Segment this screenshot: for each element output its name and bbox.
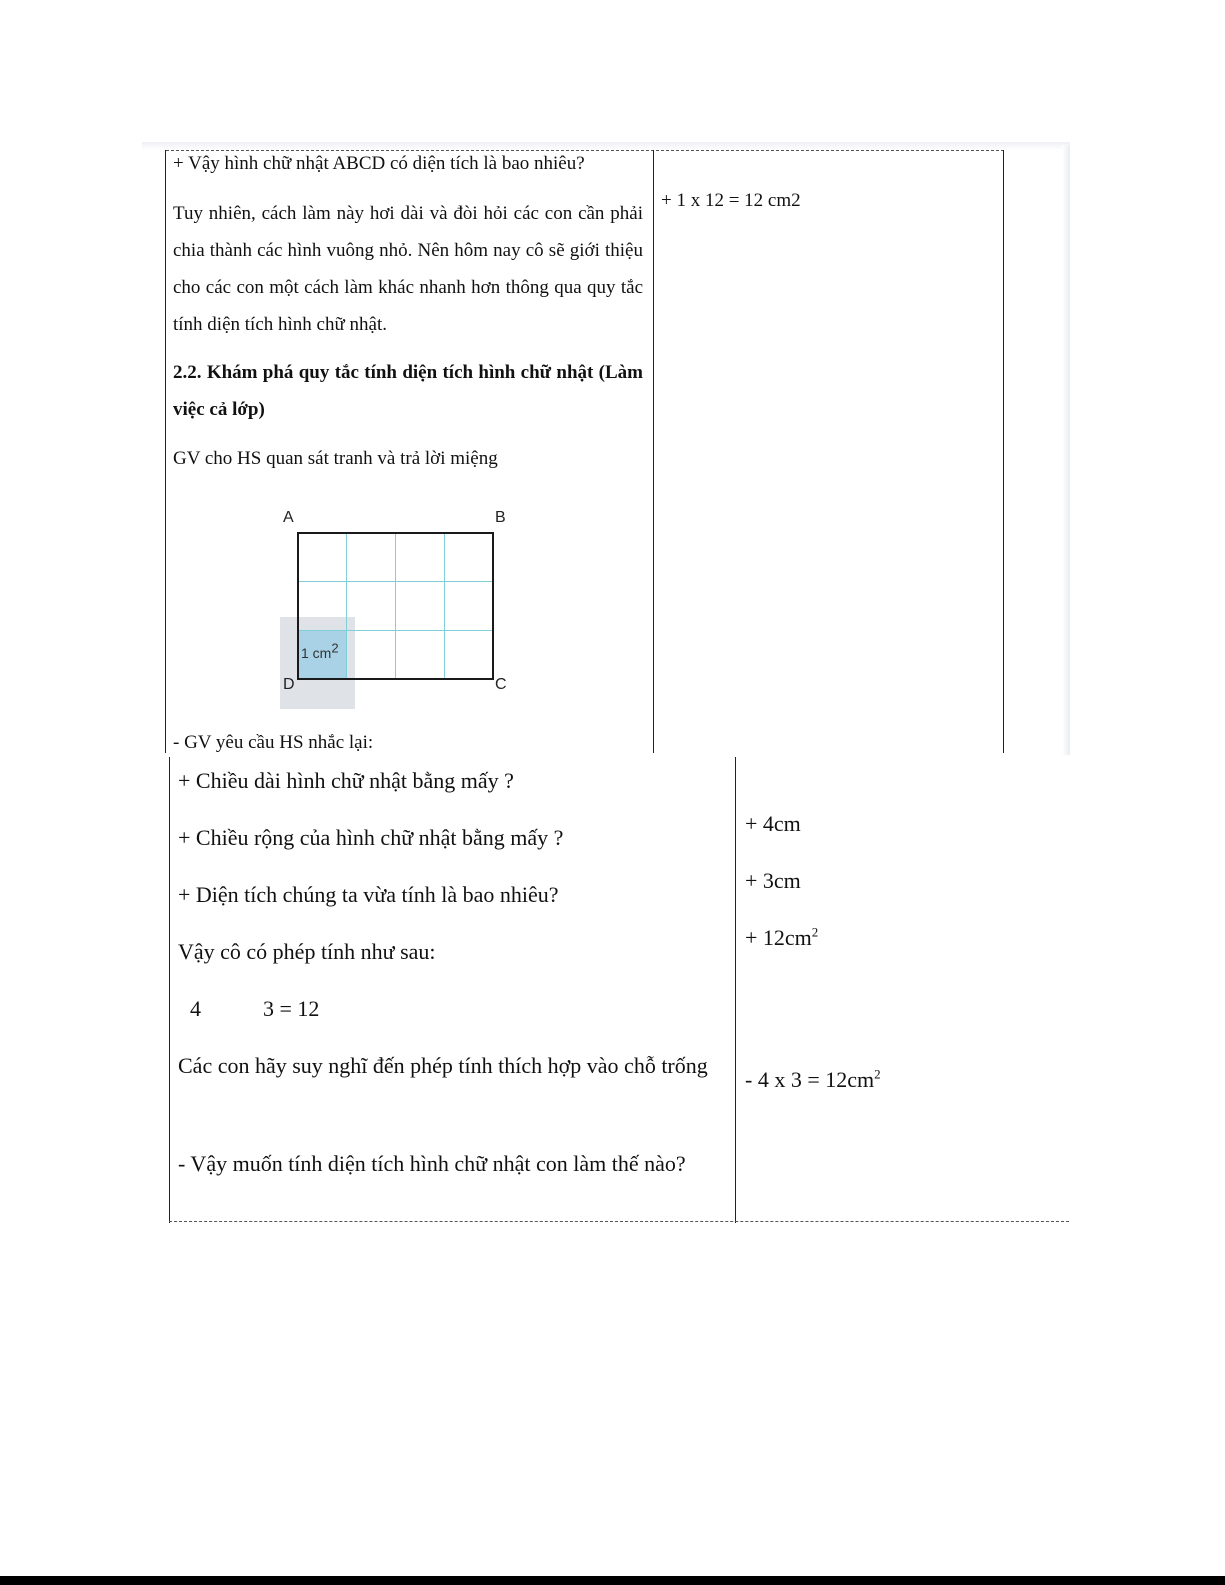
vertex-b-label: B [495, 509, 506, 526]
rectangle-abcd-figure [275, 505, 515, 710]
area-answer-cm2: + $12cm^2$ [745, 924, 819, 950]
calc-factor-length: 4 [190, 996, 201, 1021]
area-answer: + 1 x 12 = 12 cm2 [661, 190, 801, 211]
calculation-answer: - 4 x $3 = 12cm^2$ [745, 1066, 881, 1092]
calc-factor-width: 3 = 12 [263, 996, 320, 1021]
area-computed-question: + Diện tích chúng ta vừa tính là bao nhiêu? [178, 882, 559, 907]
calculation-intro: Vậy cô có phép tính như sau: [178, 939, 436, 964]
upper-table-right-border [1003, 150, 1004, 753]
length-answer: + 4cm [745, 811, 801, 836]
width-question: + Chiều rộng của hình chữ nhật bằng mấy ? [178, 825, 564, 850]
rule-question: - Vậy muốn tính diện tích hình chữ nhật con làm thế nào? [178, 1151, 686, 1176]
vertex-d-label: D [283, 676, 295, 693]
area-question: + Vậy hình chữ nhật ABCD có diện tích là bao nhiêu? [173, 153, 585, 174]
lower-table-divider [735, 757, 736, 1223]
section-heading: 2.2. Khám phá quy tắc tính diện tích hình chữ nhật (Làm việc cả lớp) [173, 362, 643, 420]
think-prompt: Các con hãy suy nghĩ đến phép tính thích hợp vào chỗ trống [178, 1053, 708, 1078]
bottom-black-bar [0, 1576, 1225, 1585]
upper-table-divider [653, 150, 654, 753]
method-paragraph: Tuy nhiên, cách làm này hơi dài và đòi hỏi các con cần phải chia thành các hình vuông nhỏ. Nên hôm nay cô sẽ giới thiệu cho các con một cách làm khác nhanh hơn thông qua quy tắc tính diện tích hình chữ nhật. [173, 203, 643, 335]
lower-table-bottom-border [169, 1221, 1069, 1222]
repeat-instruction: - GV yêu cầu HS nhắc lại: [173, 732, 374, 752]
calculation-blank [190, 988, 490, 1030]
width-answer: + 3cm [745, 868, 801, 893]
upper-table-left-border [165, 150, 166, 753]
observe-instruction: GV cho HS quan sát tranh và trả lời miệng [173, 448, 498, 469]
lower-table-left-border [169, 757, 170, 1223]
length-question: + Chiều dài hình chữ nhật bằng mấy ? [178, 768, 514, 793]
vertex-c-label: C [495, 676, 507, 693]
vertex-a-label: A [283, 509, 294, 526]
unit-square-label: 1 $cm^2$ [301, 640, 339, 661]
page-right-edge [1062, 145, 1070, 755]
